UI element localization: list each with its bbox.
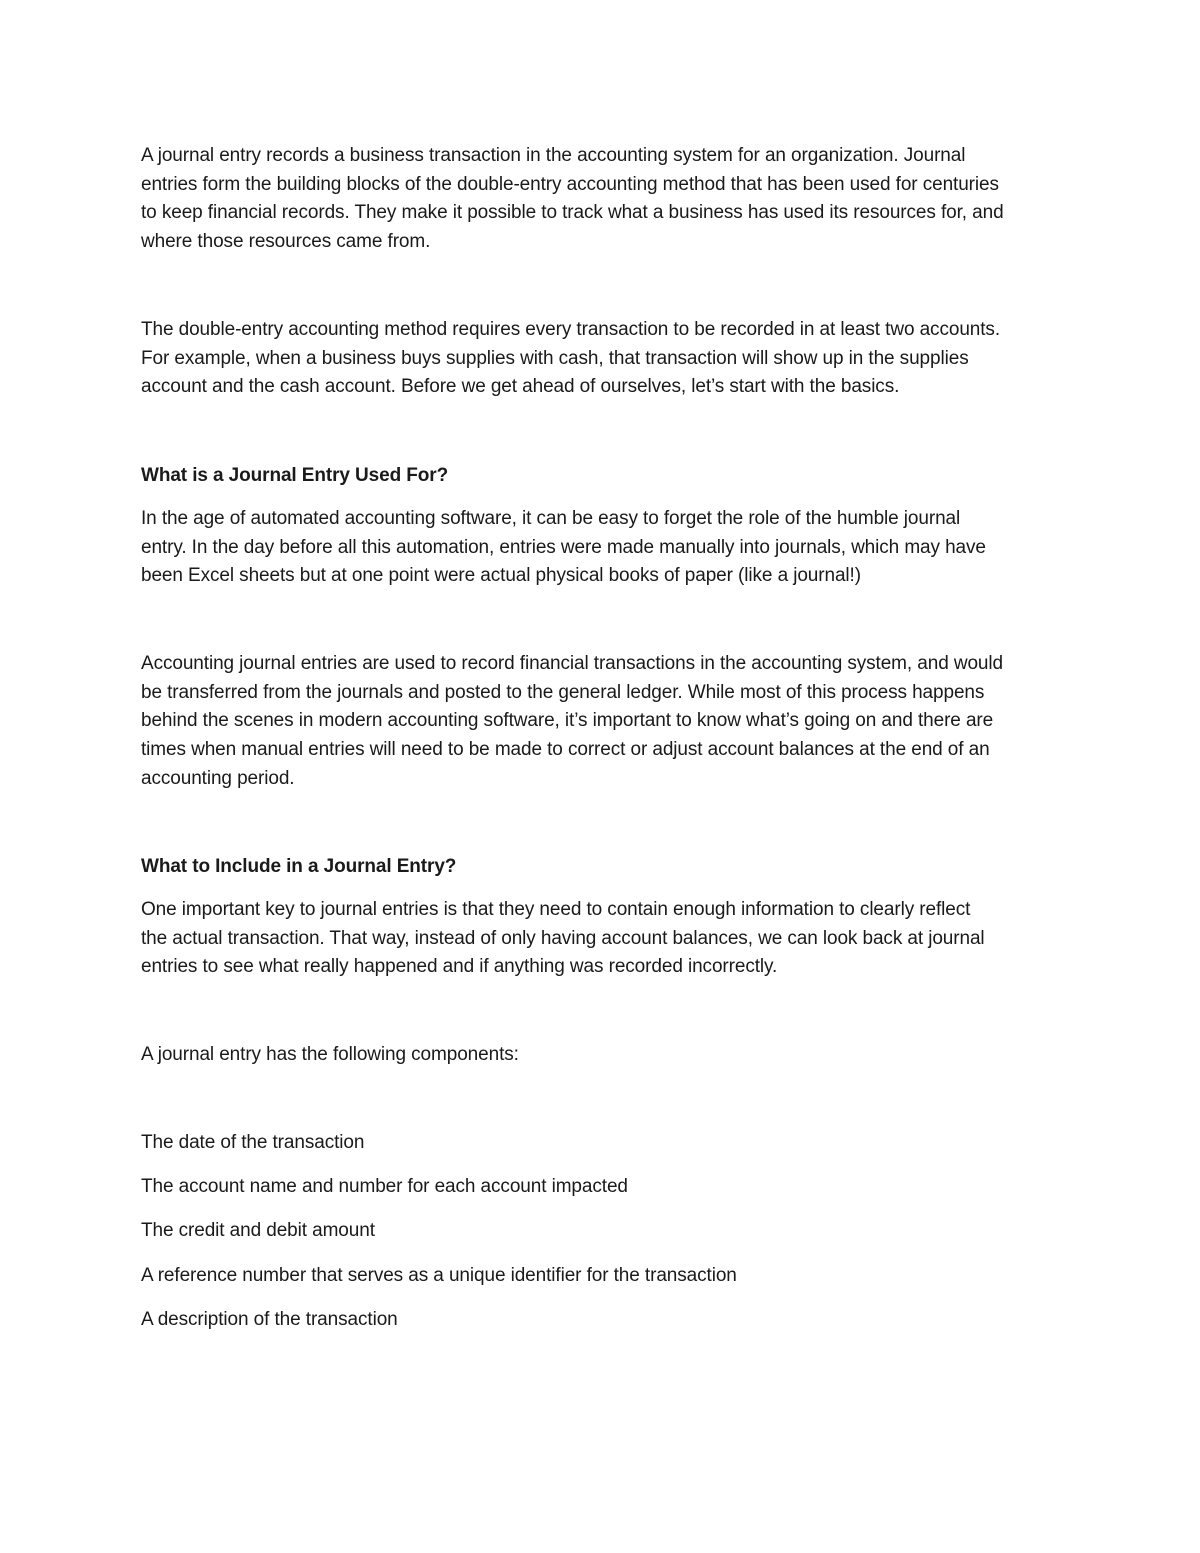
paragraph-include	[141, 896, 1061, 982]
paragraph-intro	[141, 142, 1061, 257]
text-line: The double-entry accounting method requires every transaction to be recorded in at least two accounts.	[141, 319, 1001, 340]
text-line: behind the scenes in modern accounting software, it’s important to know what’s going on and there are	[141, 710, 994, 732]
text-line: where those resources came from.	[141, 231, 431, 253]
text-line: account and the cash account. Before we get ahead of ourselves, let’s start with the basics.	[141, 376, 900, 398]
text-line: times when manual entries will need to be made to correct or adjust account balances at the end of an	[141, 739, 990, 761]
text-line: One important key to journal entries is that they need to contain enough information to clearly reflect	[141, 899, 971, 920]
text-line: be transferred from the journals and posted to the general ledger. While most of this process happens	[141, 681, 985, 703]
text-line: to keep financial records. They make it possible to track what a business has used its resources for, and	[141, 202, 1004, 224]
text-line: accounting period.	[141, 767, 295, 789]
text-line: entries to see what really happened and if anything was recorded incorrectly.	[141, 956, 778, 978]
paragraph-used-for	[141, 505, 1061, 591]
paragraph-double-entry	[141, 316, 1061, 402]
component-item: A description of the transaction	[141, 1309, 398, 1330]
heading-used-for: What is a Journal Entry Used For?	[141, 465, 449, 486]
text-line: For example, when a business buys supplies with cash, that transaction will show up in the supplies	[141, 347, 969, 369]
paragraph-accounting-entries	[141, 650, 1061, 794]
text-line: the actual transaction. That way, instead of only having account balances, we can look back at journal	[141, 927, 985, 949]
text-line: In the age of automated accounting software, it can be easy to forget the role of the humble journal	[141, 508, 961, 529]
component-item: The account name and number for each account impacted	[141, 1176, 628, 1197]
text-line: A journal entry records a business transaction in the accounting system for an organization. Journal	[141, 145, 966, 166]
heading-include: What to Include in a Journal Entry?	[141, 856, 457, 877]
component-item: The credit and debit amount	[141, 1220, 375, 1241]
components-intro: A journal entry has the following components:	[141, 1044, 519, 1065]
component-item: A reference number that serves as a unique identifier for the transaction	[141, 1265, 737, 1286]
text-line: entries form the building blocks of the double-entry accounting method that has been used for centuries	[141, 173, 999, 195]
text-line: been Excel sheets but at one point were actual physical books of paper (like a journal!)	[141, 565, 861, 587]
text-line: Accounting journal entries are used to record financial transactions in the accounting system, and would	[141, 653, 1003, 674]
component-item: The date of the transaction	[141, 1132, 365, 1153]
text-line: entry. In the day before all this automation, entries were made manually into journals, which may have	[141, 536, 986, 558]
